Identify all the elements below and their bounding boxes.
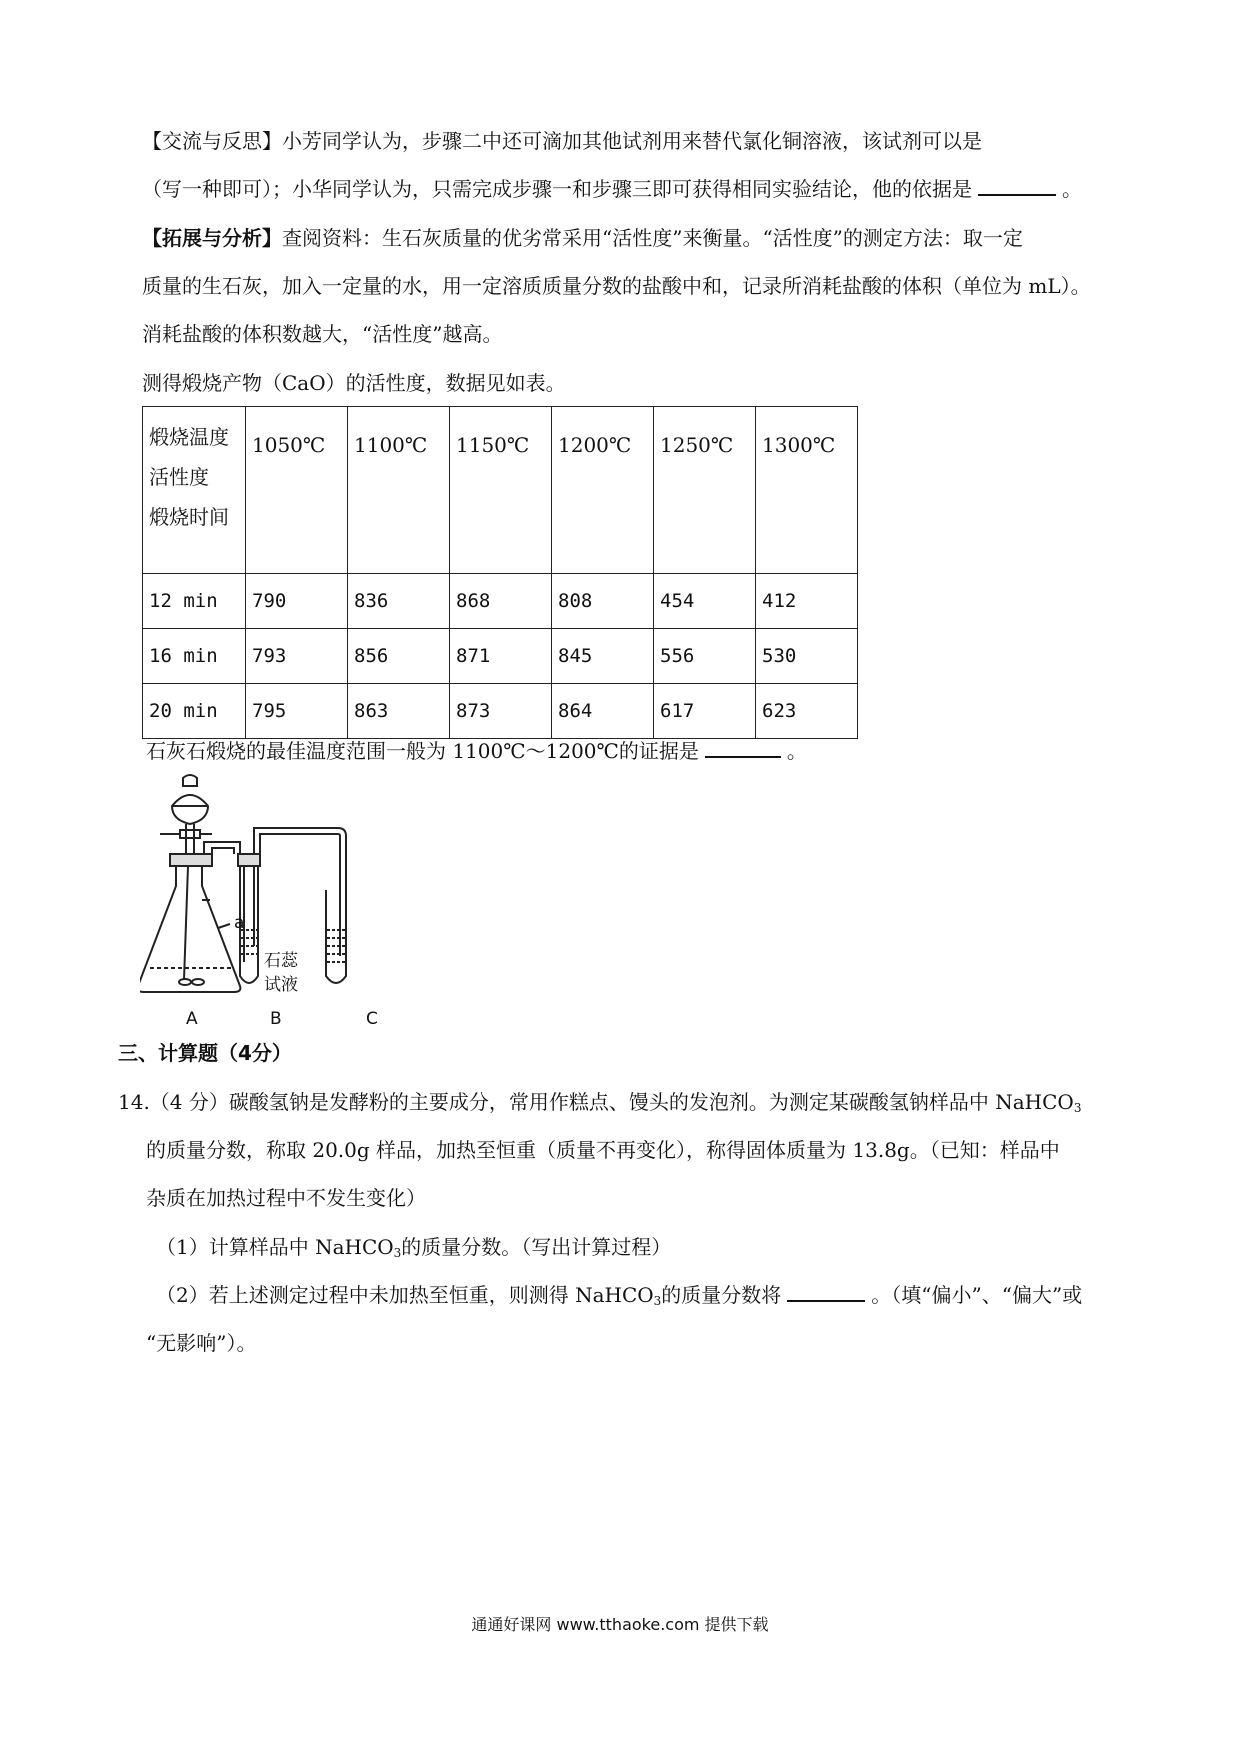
flask-stopper	[170, 854, 212, 866]
q14-subquestion-2-cont: “无影响”）。	[146, 1331, 257, 1355]
corner-temp: 煅烧温度	[149, 425, 229, 449]
table-cell: 863	[348, 684, 450, 739]
label-B: B	[270, 1009, 282, 1029]
table-header-cell: 1100℃	[348, 407, 450, 574]
reflect-line-2	[142, 174, 1082, 204]
table-cell: 868	[450, 574, 552, 629]
funnel-stopcock	[180, 830, 200, 838]
sub1-subscript: 3	[393, 1246, 402, 1260]
answer-blank-effect	[787, 1282, 865, 1302]
table-header-cell: 1050℃	[246, 407, 348, 574]
sub2-post: 。（填“偏小”、“偏大”或	[871, 1283, 1083, 1307]
table-cell: 845	[552, 629, 654, 684]
table-cell: 836	[348, 574, 450, 629]
table-row-label: 20 min	[143, 684, 246, 739]
table-header-cell: 1250℃	[654, 407, 756, 574]
q14-line-1	[118, 1087, 1081, 1123]
conical-flask	[140, 864, 240, 992]
table-row	[143, 574, 858, 629]
table-cell: 790	[246, 574, 348, 629]
table-header-cell: 1300℃	[756, 407, 858, 574]
table-header-row	[143, 407, 858, 574]
reflect-line-1	[142, 126, 982, 156]
label-A: A	[186, 1009, 198, 1029]
table-header-cell: 1200℃	[552, 407, 654, 574]
evidence-line	[146, 736, 807, 766]
extend-line-4: 测得煅烧产物（CaO）的活性度，数据见如表。	[142, 371, 566, 395]
table-cell: 873	[450, 684, 552, 739]
funnel-bulb	[172, 795, 208, 824]
corner-time: 煅烧时间	[149, 505, 229, 529]
extend-line-2: 质量的生石灰，加入一定量的水，用一定溶质质量分数的盐酸中和，记录所消耗盐酸的体积（单位为 mL）。	[142, 274, 1091, 298]
sub1-pre: （1）计算样品中 NaHCO	[156, 1235, 394, 1259]
table-cell: 856	[348, 629, 450, 684]
table-cell: 808	[552, 574, 654, 629]
table-cell: 871	[450, 629, 552, 684]
q14-line-2: 的质量分数，称取 20.0g 样品，加热至恒重（质量不再变化），称得固体质量为 13.8g。（已知：样品中	[146, 1138, 1060, 1162]
reflect-tag: 【交流与反思】	[142, 129, 282, 153]
table-cell: 795	[246, 684, 348, 739]
apparatus-diagram	[140, 770, 420, 1030]
page-footer: 通通好课网 www.tthaoke.com 提供下载	[471, 1615, 769, 1634]
reflect-text-2: （写一种即可）；小华同学认为，只需完成步骤一和步骤三即可获得相同实验结论，他的依据是	[142, 177, 972, 201]
sub2-subscript: 3	[653, 1294, 662, 1308]
label-C: C	[366, 1009, 378, 1029]
evidence-text: 石灰石煅烧的最佳温度范围一般为 1100℃～1200℃的证据是	[146, 739, 699, 763]
sub2-mid: 的质量分数将	[661, 1283, 782, 1307]
answer-blank-basis	[978, 176, 1056, 196]
q14-text-1: 14.（4 分）碳酸氢钠是发酵粉的主要成分，常用作糕点、馒头的发泡剂。为测定某碳酸氢钠样品中 NaHCO	[118, 1090, 1074, 1114]
extend-tag: 【拓展与分析】	[142, 226, 282, 250]
table-cell: 454	[654, 574, 756, 629]
table-header-cell: 1150℃	[450, 407, 552, 574]
sub2-pre: （2）若上述测定过程中未加热至恒重，则测得 NaHCO	[156, 1283, 654, 1307]
section-title: 三、计算题（4分）	[118, 1041, 292, 1065]
table-cell: 793	[246, 629, 348, 684]
test-tube-c	[326, 890, 346, 983]
extend-line-3: 消耗盐酸的体积数越大，“活性度”越高。	[142, 322, 503, 346]
table-cell: 556	[654, 629, 756, 684]
q14-subquestion-1	[156, 1232, 671, 1268]
funnel-stopper	[183, 775, 197, 786]
table-row-label: 16 min	[143, 629, 246, 684]
table-row	[143, 684, 858, 739]
table-cell: 623	[756, 684, 858, 739]
table-cell: 617	[654, 684, 756, 739]
q14-line-3: 杂质在加热过程中不发生变化）	[146, 1186, 426, 1210]
reflect-end: 。	[1062, 177, 1082, 201]
tube-b-stopper	[238, 854, 260, 866]
q14-subquestion-2	[156, 1280, 1082, 1316]
label-litmus-2: 试液	[264, 975, 298, 995]
reflect-text-1: 小芳同学认为，步骤二中还可滴加其他试剂用来替代氯化铜溶液，该试剂可以是	[282, 129, 982, 153]
extend-text-1: 查阅资料：生石灰质量的优劣常采用“活性度”来衡量。“活性度”的测定方法：取一定	[282, 226, 1023, 250]
activity-table	[142, 406, 858, 739]
funnel-stem	[184, 866, 188, 980]
table-corner-cell	[143, 407, 246, 574]
label-a: a	[234, 913, 245, 933]
label-litmus-1: 石蕊	[264, 951, 298, 971]
q14-sub-1: 3	[1073, 1101, 1082, 1115]
evidence-end: 。	[786, 739, 807, 763]
table-row-label: 12 min	[143, 574, 246, 629]
table-cell: 412	[756, 574, 858, 629]
corner-activity: 活性度	[149, 465, 209, 489]
answer-blank-evidence	[705, 738, 781, 758]
sub1-post: 的质量分数。（写出计算过程）	[401, 1235, 672, 1259]
table-row	[143, 629, 858, 684]
extend-line-1	[142, 223, 1023, 253]
table-cell: 530	[756, 629, 858, 684]
table-cell: 864	[552, 684, 654, 739]
